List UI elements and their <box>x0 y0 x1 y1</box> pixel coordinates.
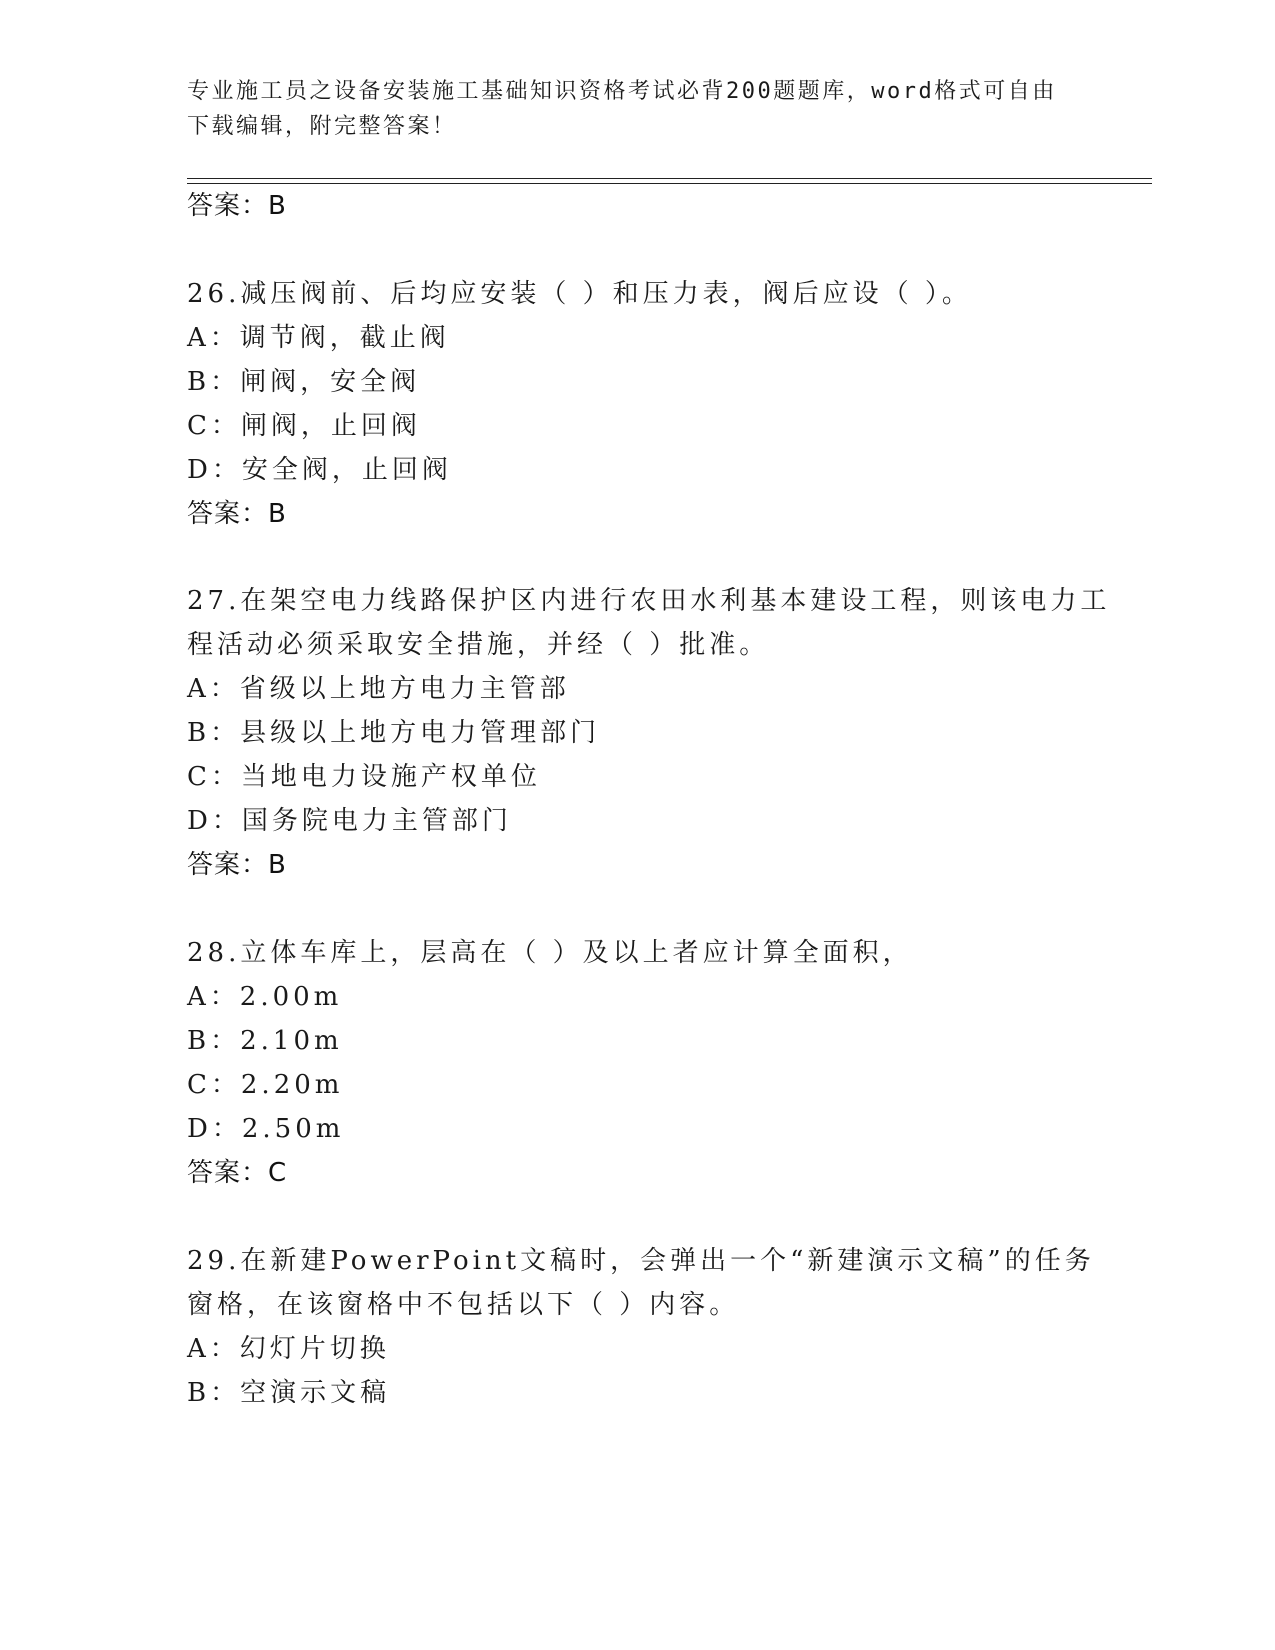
question-28-option-a: A：2.00m <box>187 982 343 1012</box>
header-divider-top <box>187 178 1152 179</box>
header-divider-bottom <box>187 183 1152 184</box>
question-26-option-c: C：闸阀，止回阀 <box>187 411 421 441</box>
answer-26: 答案：B <box>187 499 287 529</box>
answer-27: 答案：B <box>187 850 287 880</box>
header-line-2: 下载编辑，附完整答案！ <box>187 114 457 139</box>
header-line-1: 专业施工员之设备安装施工基础知识资格考试必背200题题库，word格式可自由 <box>187 79 1057 104</box>
question-27-stem-line-1: 27.在架空电力线路保护区内进行农田水利基本建设工程，则该电力工 <box>187 586 1111 616</box>
question-29-option-b: B：空演示文稿 <box>187 1378 391 1408</box>
question-27-option-d: D：国务院电力主管部门 <box>187 806 512 836</box>
question-28-option-d: D：2.50m <box>187 1114 345 1144</box>
question-27-option-a: A：省级以上地方电力主管部 <box>187 674 570 704</box>
answer-28: 答案：C <box>187 1158 288 1188</box>
question-27-option-b: B：县级以上地方电力管理部门 <box>187 718 601 748</box>
question-29-stem-line-1: 29.在新建PowerPoint文稿时，会弹出一个“新建演示文稿”的任务 <box>187 1246 1095 1276</box>
question-26-option-a: A：调节阀，截止阀 <box>187 323 450 353</box>
question-29-stem-line-2: 窗格，在该窗格中不包括以下（ ）内容。 <box>187 1290 740 1320</box>
question-26-stem: 26.减压阀前、后均应安装（ ）和压力表，阀后应设（ ）。 <box>187 279 972 309</box>
question-26-option-b: B：闸阀，安全阀 <box>187 367 421 397</box>
question-29-option-a: A：幻灯片切换 <box>187 1334 390 1364</box>
question-26-option-d: D：安全阀，止回阀 <box>187 455 452 485</box>
answer-25: 答案：B <box>187 191 287 221</box>
question-28-option-c: C：2.20m <box>187 1070 344 1100</box>
question-28-option-b: B：2.10m <box>187 1026 343 1056</box>
question-27-stem-line-2: 程活动必须采取安全措施，并经（ ）批准。 <box>187 630 770 660</box>
document-header <box>187 74 1067 144</box>
question-27-option-c: C：当地电力设施产权单位 <box>187 762 541 792</box>
question-28-stem: 28.立体车库上，层高在（ ）及以上者应计算全面积， <box>187 938 913 968</box>
